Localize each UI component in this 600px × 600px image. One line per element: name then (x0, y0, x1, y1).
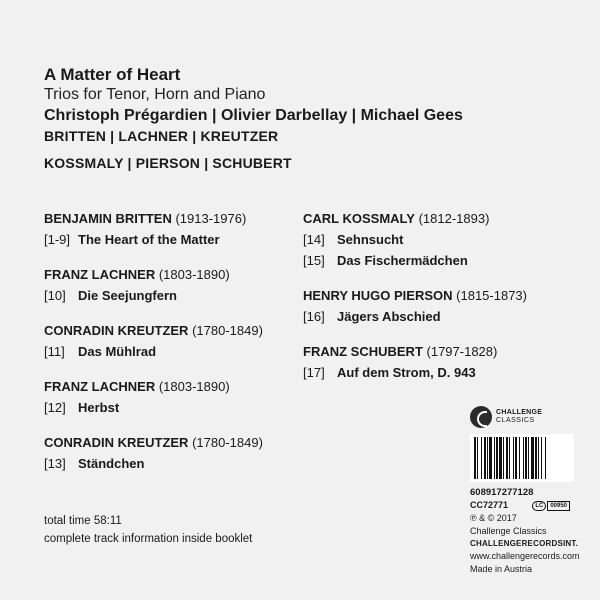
track-number: [1-9] (44, 232, 71, 247)
composers-line-1: BRITTEN | LACHNER | KREUTZER (44, 128, 279, 144)
composer-years: (1803-1890) (158, 379, 230, 394)
composer-name: CONRADIN KREUTZER (44, 323, 189, 338)
barcode-icon (470, 434, 574, 482)
logo-top-text: CHALLENGE (496, 409, 543, 416)
challenge-classics-logo (470, 406, 580, 428)
tracklist-right (303, 210, 583, 399)
challenge-logo-icon (470, 406, 492, 428)
barcode-stripe (545, 437, 546, 479)
composer-name: HENRY HUGO PIERSON (303, 288, 453, 303)
lc-number: 00950 (547, 501, 570, 511)
track-title: Ständchen (78, 456, 145, 471)
booklet-note: complete track information inside booklet (44, 533, 253, 545)
track-title: Auf dem Strom, D. 943 (337, 365, 476, 380)
label-info (470, 406, 580, 576)
track-block (44, 322, 294, 360)
track-title: Jägers Abschied (337, 309, 441, 324)
track-title: The Heart of the Matter (78, 232, 220, 247)
composer-name: FRANZ LACHNER (44, 379, 156, 394)
track-number: [14] (303, 232, 325, 247)
track-number: [16] (303, 309, 325, 324)
catalog-number: CC72771 (470, 500, 509, 510)
track-block (44, 378, 294, 416)
track-title: Die Seejungfern (78, 288, 177, 303)
track-block (44, 210, 294, 248)
label-name: Challenge Classics (470, 526, 547, 536)
album-header (44, 64, 564, 173)
track-title: Das Fischermädchen (337, 253, 468, 268)
track-number: [15] (303, 253, 325, 268)
album-title: A Matter of Heart (44, 65, 181, 84)
composer-years: (1803-1890) (158, 267, 230, 282)
track-block (303, 210, 583, 269)
barcode-number: 608917277128 (470, 487, 534, 498)
track-number: [10] (44, 288, 66, 303)
track-title: Herbst (78, 400, 120, 415)
made-in: Made in Austria (470, 564, 533, 574)
track-block (303, 343, 583, 381)
tracklist-left (44, 210, 294, 490)
composer-name: FRANZ LACHNER (44, 267, 156, 282)
lc-mark: LC (532, 501, 546, 511)
album-subtitle: Trios for Tenor, Horn and Piano (44, 86, 266, 103)
track-block (44, 434, 294, 472)
lc-badge (532, 501, 570, 511)
composers-line-2: KOSSMALY | PIERSON | SCHUBERT (44, 155, 292, 171)
composer-name: BENJAMIN BRITTEN (44, 211, 172, 226)
track-block (303, 287, 583, 325)
website: www.challengerecords.com (470, 551, 580, 561)
track-block (44, 266, 294, 304)
composer-years: (1780-1849) (192, 435, 263, 450)
track-title: Das Mühlrad (78, 344, 157, 359)
composer-years: (1815-1873) (456, 288, 527, 303)
composer-years: (1780-1849) (192, 323, 263, 338)
footer-notes (44, 512, 252, 548)
composer-years: (1797-1828) (426, 344, 498, 359)
track-number: [17] (303, 365, 325, 380)
composer-years: (1812-1893) (418, 211, 490, 226)
copyright: ℗ & © 2017 (470, 513, 517, 523)
records-name: CHALLENGERECORDSINT. (470, 539, 579, 548)
track-title: Sehnsucht (337, 232, 404, 247)
logo-bottom-text: CLASSICS (496, 417, 535, 424)
composer-years: (1913-1976) (175, 211, 247, 226)
performers-line: Christoph Prégardien | Olivier Darbellay | Michael Gees (44, 107, 463, 124)
track-number: [12] (44, 400, 66, 415)
track-number: [13] (44, 456, 66, 471)
total-time: total time 58:11 (44, 515, 122, 527)
composer-name: FRANZ SCHUBERT (303, 344, 423, 359)
composer-name: CONRADIN KREUTZER (44, 435, 189, 450)
track-number: [11] (44, 344, 65, 359)
composer-name: CARL KOSSMALY (303, 211, 415, 226)
